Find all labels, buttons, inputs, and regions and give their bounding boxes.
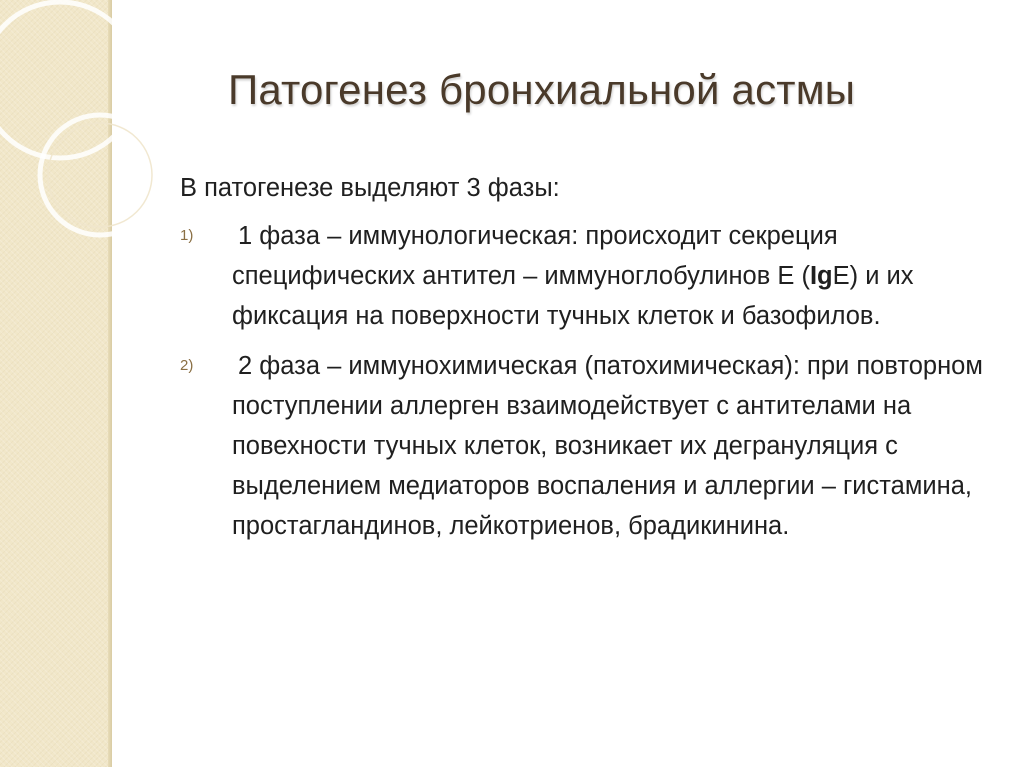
phase-2-text bbox=[232, 346, 1000, 546]
slide-title: Патогенез бронхиальной астмы bbox=[228, 66, 856, 113]
list-item-phase-1 bbox=[180, 216, 1000, 336]
list-marker: 2) bbox=[180, 357, 194, 374]
ige-bold: Ig bbox=[809, 262, 833, 290]
phase-1-text-after: E) и их фиксация на поверхности тучных клеток и базофилов. bbox=[232, 262, 914, 330]
band-edge bbox=[108, 0, 112, 767]
list-marker: 1) bbox=[180, 227, 194, 244]
phase-list bbox=[180, 216, 1000, 546]
decorative-side-band bbox=[0, 0, 112, 767]
slide-content bbox=[180, 168, 1000, 556]
list-item-phase-2 bbox=[180, 346, 1000, 546]
phase-1-text bbox=[232, 216, 1000, 336]
phase-1-text-before: 1 фаза – иммунологическая: происходит секреция специфических антител – иммуноглобулинов Е ( bbox=[232, 222, 838, 290]
intro-text: В патогенезе выделяют 3 фазы: bbox=[180, 174, 560, 202]
phase-2-text-body: 2 фаза – иммунохимическая (патохимическая): при повторном поступлении аллерген взаимодействует с антителами на повехности тучных клеток, возникает их дегрануляция с выделением медиаторов воспаления и аллергии – гистамина, простагландинов, лейкотриенов, брадикинина. bbox=[232, 352, 983, 540]
